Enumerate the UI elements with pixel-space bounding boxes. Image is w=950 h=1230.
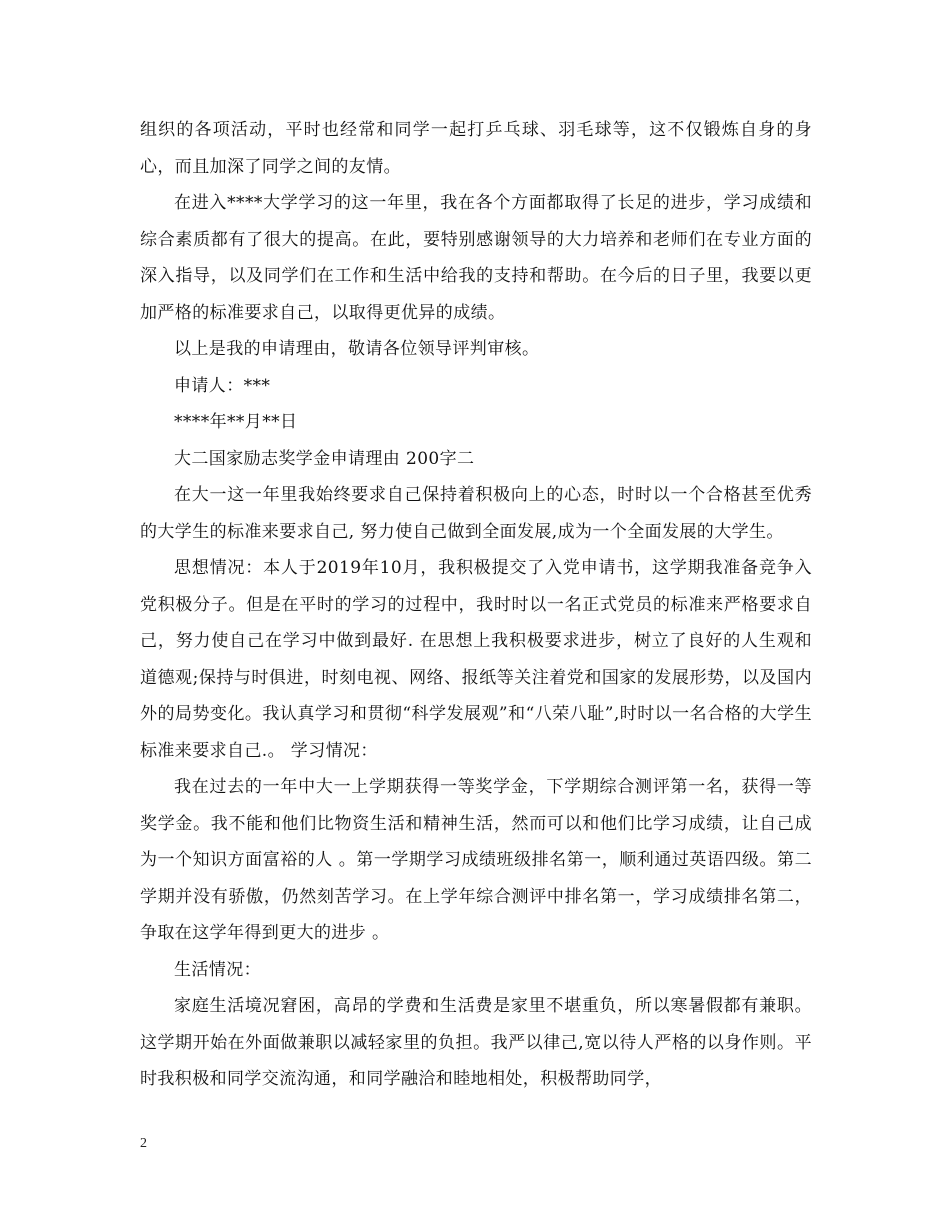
- paragraph-life: 家庭生活境况窘困，高昂的学费和生活费是家里不堪重负，所以寒暑假都有兼职。这学期开始在外面做兼职以减轻家里的负担。我严以律己,宽以待人严格的以身作则。平时我积极和同学交流沟通，和同学融洽和睦地相处，积极帮助同学，: [140, 996, 812, 1089]
- paragraph-life-heading: 生活情况：: [174, 959, 261, 980]
- paragraph-thought: 思想情况：本人于2019年10月，我积极提交了入党申请书，这学期我准备竞争入党积极分子。但是在平时的学习的过程中，我时时以一名正式党员的标准来严格要求自己，努力使自己在学习中做到最好. 在思想上我积极要求进步，树立了良好的人生观和道德观;保持与时俱进，时刻电视、网络、报纸等关注着党和国家的发展形势，以及国内外的局势变化。我认真学习和贯彻“科学发展观”和“八荣八耻”,时时以一名合格的大学生标准来要求自己.。 学习情况：: [140, 558, 812, 761]
- paragraph-attitude: 在大一这一年里我始终要求自己保持着积极向上的心态，时时以一个合格甚至优秀的大学生的标准来要求自己, 努力使自己做到全面发展,成为一个全面发展的大学生。: [140, 485, 812, 542]
- paragraph-activities: 组织的各项活动，平时也经常和同学一起打乒乓球、羽毛球等，这不仅锻炼自身的身心，而且加深了同学之间的友情。: [140, 120, 812, 177]
- date-line: ****年**月**日: [174, 412, 298, 432]
- applicant-line: 申请人：***: [174, 375, 271, 396]
- paragraph-progress: 在进入****大学学习的这一年里，我在各个方面都取得了长足的进步，学习成绩和综合素质都有了很大的提高。在此，要特别感谢领导的大力培养和老师们在专业方面的深入指导，以及同学们在工作和生活中给我的支持和帮助。在今后的日子里，我要以更加严格的标准要求自己，以取得更优异的成绩。: [140, 193, 812, 323]
- paragraph-study: 我在过去的一年中大一上学期获得一等奖学金，下学期综合测评第一名，获得一等奖学金。我不能和他们比物资生活和精神生活，然而可以和他们比学习成绩，让自己成为一个知识方面富裕的人 。第一学期学习成绩班级排名第一，顺利通过英语四级。第二学期并没有骄傲，仍然刻苦学习。在上学年综合测评中排名第一，学习成绩排名第二，争取在这学年得到更大的进步 。: [140, 777, 812, 943]
- section-heading: 大二国家励志奖学金申请理由 200字二: [174, 448, 475, 469]
- page-number: 2: [140, 1136, 147, 1151]
- document-body: [140, 112, 812, 1098]
- paragraph-closing: 以上是我的申请理由，敬请各位领导评判审核。: [174, 339, 540, 359]
